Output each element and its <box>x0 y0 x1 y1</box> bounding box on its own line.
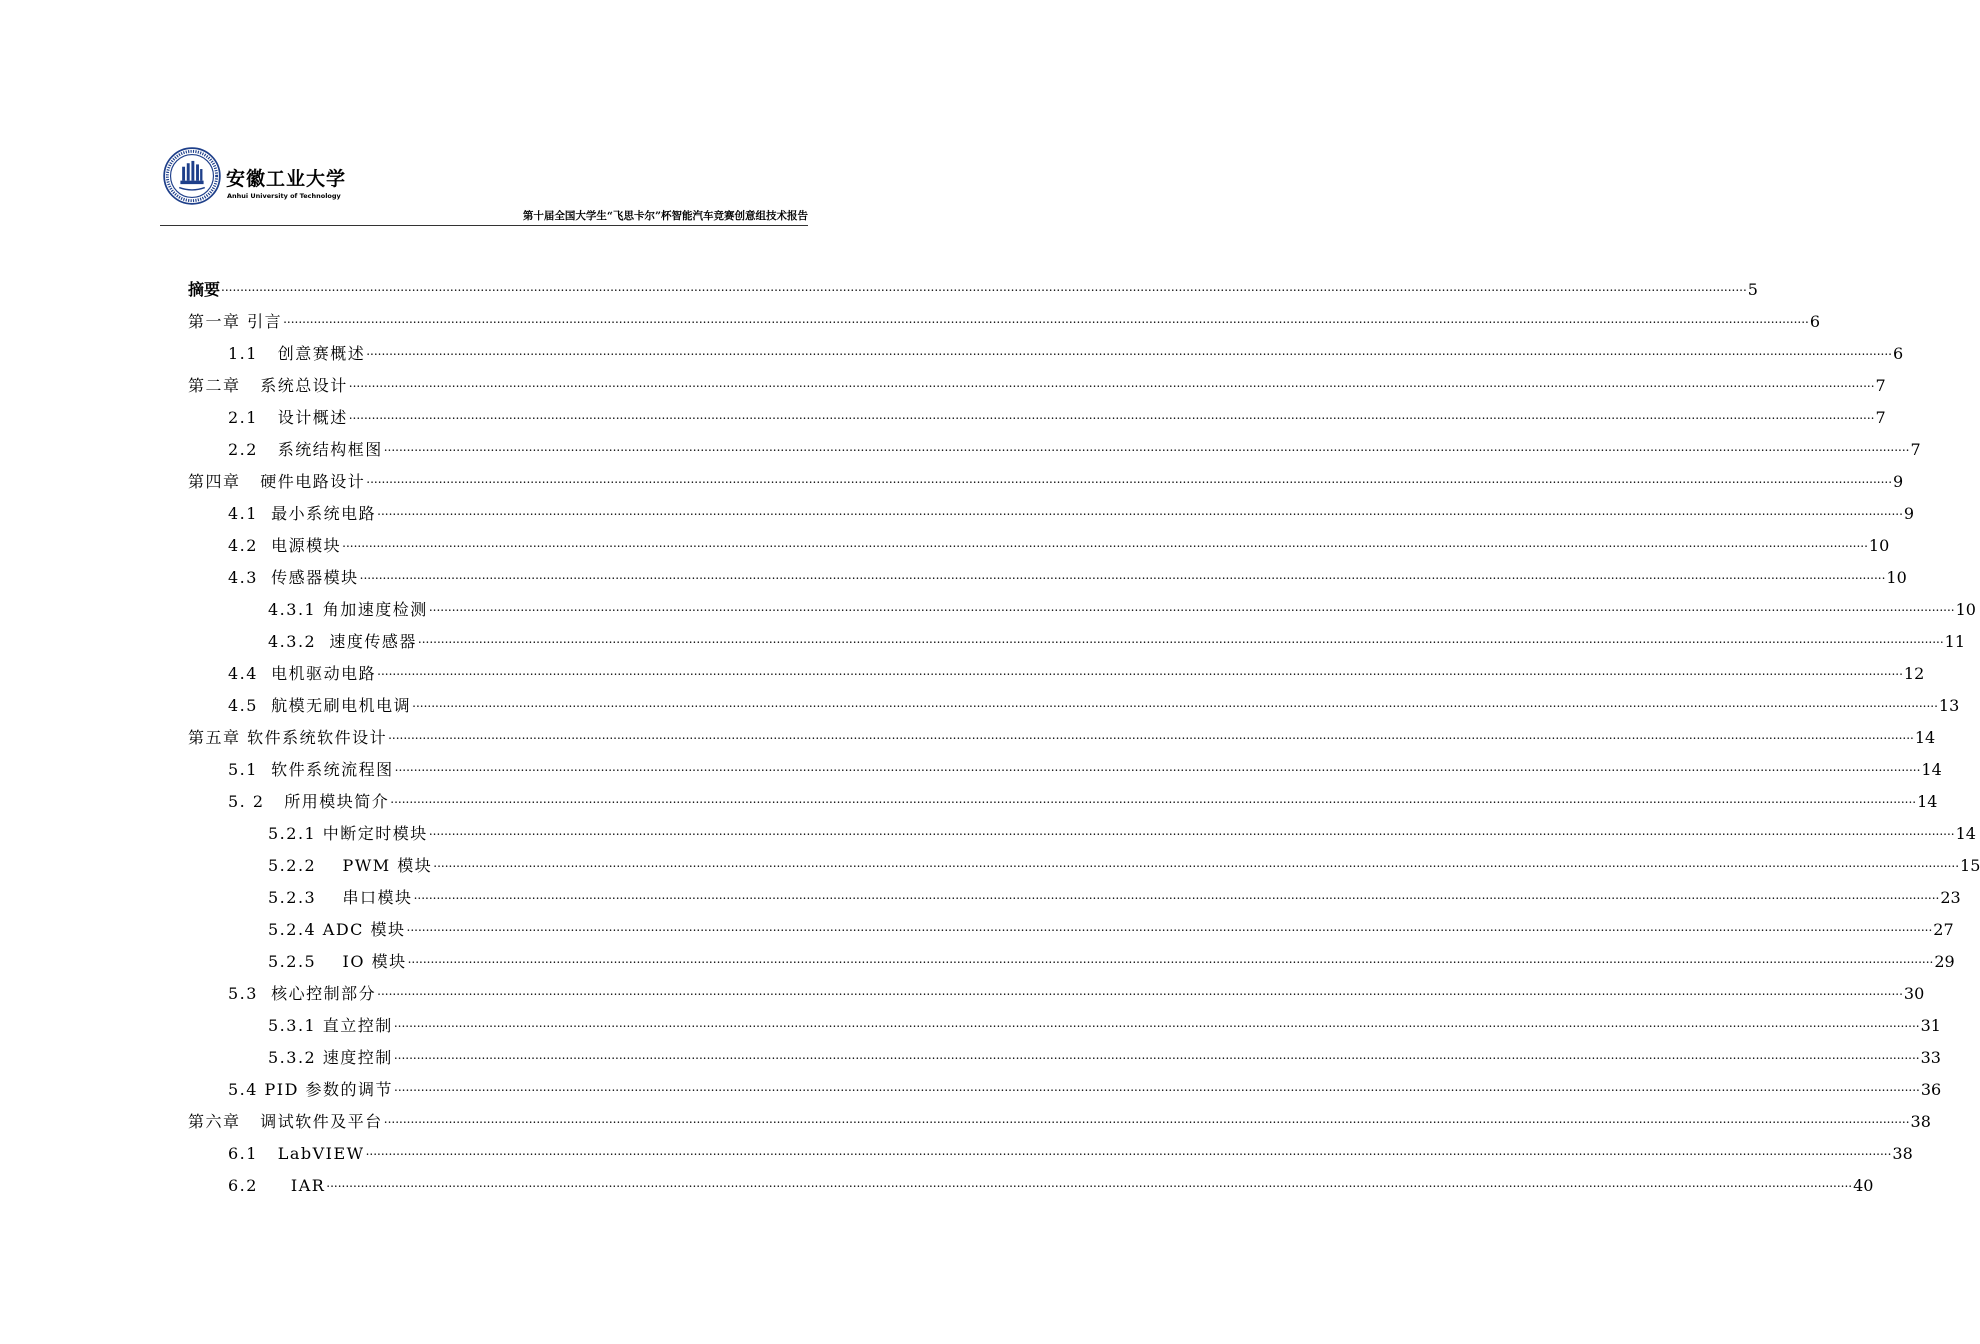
toc-entry-title: 4.5 航模无刷电机电调 <box>228 696 412 715</box>
toc-entry-page: 14 <box>1955 824 1976 843</box>
toc-entry-title: 摘要 <box>188 280 221 299</box>
toc-dot-leader: ................................................................................................................................................................................................................................................................................................................................................................................................................ <box>406 920 1933 934</box>
toc-entry-title: 5.2.3 串口模块 <box>268 888 413 907</box>
toc-entry-title: 第五章 软件系统软件设计 <box>188 728 388 747</box>
toc-entry-page: 7 <box>1875 376 1886 395</box>
toc-entry-title: 4.2 电源模块 <box>228 536 342 555</box>
university-name-en: Anhui University of Technology <box>227 192 341 200</box>
toc-entry[interactable] <box>188 844 1980 876</box>
toc-entry-title: 1.1 创意赛概述 <box>228 344 366 363</box>
toc-entry-page: 40 <box>1853 1176 1874 1195</box>
toc-entry[interactable] <box>188 556 1907 588</box>
toc-dot-leader: ................................................................................................................................................................................................................................................................................................................................................................................................................ <box>433 856 1960 870</box>
toc-entry-title: 5.2.5 IO 模块 <box>268 952 407 971</box>
toc-entry[interactable] <box>188 1036 1941 1068</box>
toc-entry[interactable] <box>188 300 1821 332</box>
toc-entry[interactable] <box>188 620 1966 652</box>
toc-entry-title: 6.1 LabVIEW <box>228 1144 365 1163</box>
toc-entry-page: 6 <box>1893 344 1904 363</box>
toc-entry-page: 27 <box>1933 920 1954 939</box>
toc-entry-title: 2.2 系统结构框图 <box>228 440 383 459</box>
toc-entry-title: 5.2.2 PWM 模块 <box>268 856 433 875</box>
toc-entry[interactable] <box>188 652 1925 684</box>
toc-dot-leader: ................................................................................................................................................................................................................................................................................................................................................................................................................ <box>383 440 1910 454</box>
toc-dot-leader: ................................................................................................................................................................................................................................................................................................................................................................................................................ <box>366 344 1892 358</box>
toc-entry-title: 4.3 传感器模块 <box>228 568 359 587</box>
toc-entry-title: 第一章 引言 <box>188 312 283 331</box>
toc-entry[interactable] <box>188 588 1976 620</box>
toc-dot-leader: ................................................................................................................................................................................................................................................................................................................................................................................................................ <box>393 1016 1920 1030</box>
toc-entry[interactable] <box>188 364 1886 396</box>
toc-entry-page: 33 <box>1920 1048 1941 1067</box>
toc-entry[interactable] <box>188 716 1936 748</box>
toc-entry-title: 第二章 系统总设计 <box>188 376 348 395</box>
toc-dot-leader: ................................................................................................................................................................................................................................................................................................................................................................................................................ <box>283 312 1809 326</box>
toc-dot-leader: ................................................................................................................................................................................................................................................................................................................................................................................................................ <box>417 632 1944 646</box>
toc-entry[interactable] <box>188 812 1976 844</box>
toc-entry[interactable] <box>188 908 1954 940</box>
toc-entry[interactable] <box>188 1004 1941 1036</box>
toc-dot-leader: ................................................................................................................................................................................................................................................................................................................................................................................................................ <box>377 984 1903 998</box>
toc-entry[interactable] <box>188 492 1915 524</box>
toc-entry-title: 第四章 硬件电路设计 <box>188 472 366 491</box>
toc-entry[interactable] <box>188 1164 1874 1196</box>
toc-entry-title: 4.1 最小系统电路 <box>228 504 377 523</box>
toc-dot-leader: ................................................................................................................................................................................................................................................................................................................................................................................................................ <box>326 1176 1853 1190</box>
toc-dot-leader: ................................................................................................................................................................................................................................................................................................................................................................................................................ <box>428 600 1955 614</box>
toc-entry-page: 9 <box>1903 504 1915 523</box>
toc-entry-page: 7 <box>1875 408 1886 427</box>
toc-entry[interactable] <box>188 684 1960 716</box>
toc-dot-leader: ................................................................................................................................................................................................................................................................................................................................................................................................................ <box>394 760 1921 774</box>
toc-entry-page: 31 <box>1920 1016 1941 1035</box>
toc-entry[interactable] <box>188 396 1886 428</box>
toc-entry-page: 14 <box>1921 760 1942 779</box>
toc-entry-page: 38 <box>1892 1144 1913 1163</box>
toc-entry-title: 5.2.4 ADC 模块 <box>268 920 406 939</box>
report-title: 第十届全国大学生“飞思卡尔”杯智能汽车竞赛创意组技术报告 <box>522 210 808 222</box>
toc-dot-leader: ................................................................................................................................................................................................................................................................................................................................................................................................................ <box>413 888 1940 902</box>
toc-entry[interactable] <box>188 1068 1942 1100</box>
toc-entry-page: 6 <box>1809 312 1821 331</box>
toc-entry-page: 10 <box>1886 568 1907 587</box>
toc-dot-leader: ................................................................................................................................................................................................................................................................................................................................................................................................................ <box>383 1112 1910 1126</box>
toc-dot-leader: ................................................................................................................................................................................................................................................................................................................................................................................................................ <box>365 1144 1892 1158</box>
toc-entry-title: 5.3 核心控制部分 <box>228 984 377 1003</box>
toc-entry-page: 10 <box>1868 536 1890 555</box>
toc-entry-page: 7 <box>1910 440 1921 459</box>
toc-entry-page: 23 <box>1940 888 1961 907</box>
toc-entry-title: 5. 2 所用模块简介 <box>228 792 390 811</box>
toc-entry-page: 30 <box>1903 984 1925 1003</box>
toc-dot-leader: ................................................................................................................................................................................................................................................................................................................................................................................................................ <box>348 408 1875 422</box>
toc-dot-leader: ................................................................................................................................................................................................................................................................................................................................................................................................................ <box>388 728 1914 742</box>
toc-entry-page: 38 <box>1910 1112 1931 1131</box>
toc-dot-leader: ................................................................................................................................................................................................................................................................................................................................................................................................................ <box>348 376 1875 390</box>
toc-entry-title: 4.4 电机驱动电路 <box>228 664 377 683</box>
toc-dot-leader: ................................................................................................................................................................................................................................................................................................................................................................................................................ <box>377 664 1903 678</box>
toc-entry-title: 第六章 调试软件及平台 <box>188 1112 383 1131</box>
university-name-cn: 安徽工业大学 <box>226 168 347 190</box>
toc-entry-page: 15 <box>1960 856 1980 875</box>
toc-entry-page: 36 <box>1920 1080 1942 1099</box>
toc-entry-title: 5.2.1 中断定时模块 <box>268 824 428 843</box>
table-of-contents <box>188 268 1980 1196</box>
toc-dot-leader: ................................................................................................................................................................................................................................................................................................................................................................................................................ <box>394 1080 1920 1094</box>
toc-dot-leader: ................................................................................................................................................................................................................................................................................................................................................................................................................ <box>366 472 1893 486</box>
toc-entry-page: 14 <box>1914 728 1936 747</box>
header-divider <box>160 225 808 226</box>
toc-entry[interactable] <box>188 524 1890 556</box>
toc-dot-leader: ................................................................................................................................................................................................................................................................................................................................................................................................................ <box>407 952 1934 966</box>
toc-entry[interactable] <box>188 268 1758 300</box>
toc-dot-leader: ................................................................................................................................................................................................................................................................................................................................................................................................................ <box>412 696 1938 710</box>
toc-dot-leader: ................................................................................................................................................................................................................................................................................................................................................................................................................ <box>359 568 1886 582</box>
toc-entry[interactable] <box>188 460 1904 492</box>
toc-dot-leader: ................................................................................................................................................................................................................................................................................................................................................................................................................ <box>377 504 1903 518</box>
toc-dot-leader: ................................................................................................................................................................................................................................................................................................................................................................................................................ <box>342 536 1868 550</box>
toc-entry-page: 10 <box>1955 600 1976 619</box>
toc-entry[interactable] <box>188 748 1942 780</box>
toc-entry[interactable] <box>188 940 1955 972</box>
toc-entry-page: 14 <box>1917 792 1938 811</box>
toc-dot-leader: ................................................................................................................................................................................................................................................................................................................................................................................................................ <box>221 280 1747 294</box>
toc-entry-title: 2.1 设计概述 <box>228 408 348 427</box>
toc-dot-leader: ................................................................................................................................................................................................................................................................................................................................................................................................................ <box>428 824 1955 838</box>
toc-entry-title: 5.3.1 直立控制 <box>268 1016 393 1035</box>
toc-entry[interactable] <box>188 876 1961 908</box>
toc-entry[interactable] <box>188 1132 1913 1164</box>
toc-entry-title: 5.3.2 速度控制 <box>268 1048 393 1067</box>
toc-entry-title: 4.3.2 速度传感器 <box>268 632 417 651</box>
toc-entry[interactable] <box>188 332 1904 364</box>
toc-dot-leader: ................................................................................................................................................................................................................................................................................................................................................................................................................ <box>390 792 1917 806</box>
toc-entry[interactable] <box>188 780 1938 812</box>
toc-entry-page: 12 <box>1903 664 1925 683</box>
toc-entry-page: 13 <box>1938 696 1960 715</box>
toc-entry[interactable] <box>188 428 1921 460</box>
toc-entry-title: 4.3.1 角加速度检测 <box>268 600 428 619</box>
university-seal-icon <box>163 147 221 205</box>
toc-entry-page: 5 <box>1747 280 1758 299</box>
toc-entry[interactable] <box>188 1100 1931 1132</box>
toc-entry-page: 9 <box>1893 472 1904 491</box>
toc-entry-page: 29 <box>1934 952 1955 971</box>
page-header <box>160 140 808 230</box>
toc-entry-title: 5.1 软件系统流程图 <box>228 760 394 779</box>
toc-entry-title: 5.4 PID 参数的调节 <box>228 1080 394 1099</box>
toc-entry-page: 11 <box>1944 632 1966 651</box>
toc-dot-leader: ................................................................................................................................................................................................................................................................................................................................................................................................................ <box>393 1048 1920 1062</box>
toc-entry[interactable] <box>188 972 1925 1004</box>
toc-entry-title: 6.2 IAR <box>228 1176 326 1195</box>
